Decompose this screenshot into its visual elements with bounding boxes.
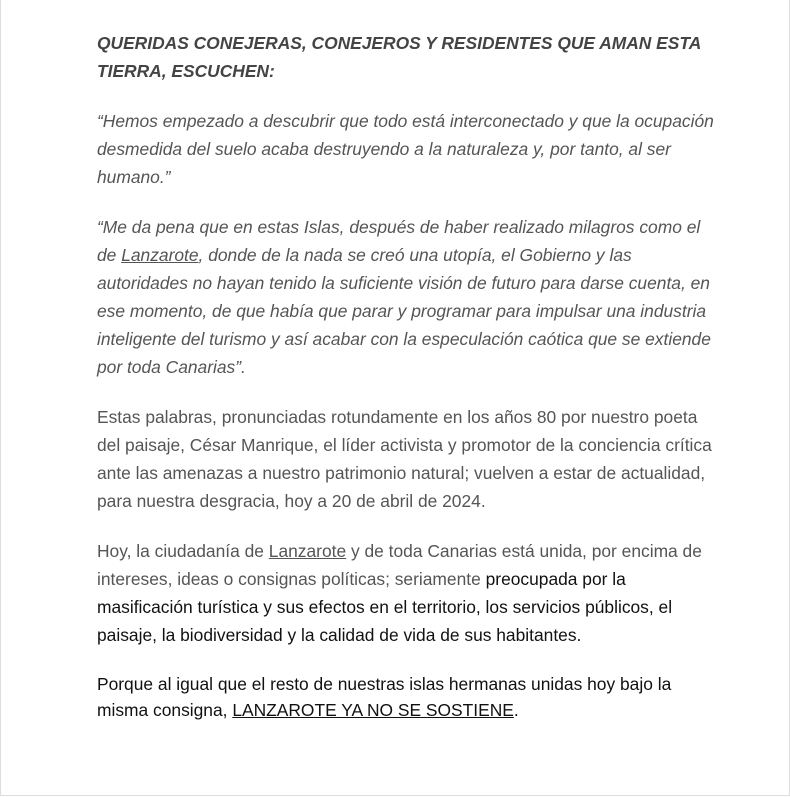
paragraph-2 [97,537,717,649]
paragraph-2-text-middle: y de toda Canarias está unida, por encima de intereses, ideas o consignas políticas; seriamente [97,541,702,589]
lanzarote-link-2[interactable]: Lanzarote [268,541,347,561]
lanzarote-ya-no-se-sostiene-link[interactable]: LANZAROTE YA NO SE SOSTIENE [232,700,514,720]
paragraph-3-text-before: Porque al igual que el resto de nuestras islas hermanas unidas hoy bajo la misma consigna, [97,674,672,720]
paragraph-3 [97,671,717,723]
quote-2-text-before: “Me da pena que en estas Islas, después de haber realizado milagros como el de [97,217,701,265]
quote-paragraph-1: “Hemos empezado a descubrir que todo está interconectado y que la ocupación desmedida del suelo acaba destruyendo a la naturaleza y, por tanto, al ser humano.” [97,111,714,187]
article-body [97,29,717,745]
paragraph-3-text-after: . [513,700,519,720]
paragraph-2-text-before: Hoy, la ciudadanía de [97,541,269,561]
lanzarote-link-1[interactable]: Lanzarote [121,245,199,265]
paragraph-1: Estas palabras, pronunciadas rotundamente en los años 80 por nuestro poeta del paisaje, César Manrique, el líder activista y promotor de la conciencia crítica ante las amenazas a nuestro patrimonio natural; vuelven a estar de actualidad, para nuestra desgracia, hoy a 20 de abril de 2024. [97,407,712,511]
quote-paragraph-2 [97,213,717,381]
paragraph-2-text-dark: preocupada por la masificación turística y sus efectos en el territorio, los servicios públicos, el paisaje, la biodiversidad y la calidad de vida de sus habitantes. [97,569,673,645]
quote-2-text-after: , donde de la nada se creó una utopía, el Gobierno y las autoridades no hayan tenido la suficiente visión de futuro para darse cuenta, en ese momento, de que había que parar y programar para impulsar una industria inteligente del turismo y así acabar con la especulación caótica que se extiende por toda Canarias”. [97,245,711,377]
article-heading: QUERIDAS CONEJERAS, CONEJEROS Y RESIDENTES QUE AMAN ESTA TIERRA, ESCUCHEN: [97,33,701,81]
